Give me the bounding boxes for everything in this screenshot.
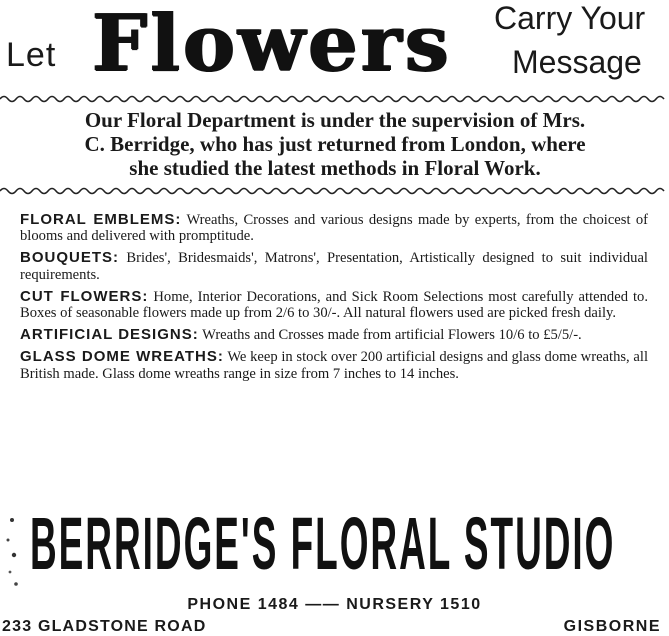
section-artificial-designs [20,327,648,343]
section-text: Wreaths and Crosses made from artificial Flowers 10/6 to £5/5/-. [202,327,582,344]
let-word: Let [6,36,57,74]
section-text: Home, Interior Decorations, and Sick Room Selections most carefully attended to. Boxes of seasonable flowers made up from 2/6 to 30/-. All natural flowers used are picked fresh daily. [20,288,648,322]
phone-number: PHONE 1484 [187,596,300,613]
dash-separator: —— [305,596,341,613]
section-text: Wreaths, Crosses and various designs made by experts, from the choicest of blooms and delivered with promptitude. [20,212,648,245]
supervision-line-3: she studied the latest methods in Floral Work. [129,156,541,180]
message-text: Message [512,44,642,80]
section-bouquets [20,250,648,282]
studio-name: BERRIDGE'S FLORAL STUDIO [30,501,616,585]
supervision-line-1: Our Floral Department is under the supervision of Mrs. [84,108,586,132]
section-cut-flowers [20,289,648,321]
street-address: 233 GLADSTONE ROAD [2,618,207,635]
section-heading: GLASS DOME WREATHS: [20,348,224,366]
flowers-headline: Flowers [92,0,452,89]
supervision-line-2: C. Berridge, who has just returned from London, where [84,132,586,156]
town-name: GISBORNE [563,618,661,635]
section-text: We keep in stock over 200 artificial designs and glass dome wreaths, all British made. Glass dome wreaths range in size from 7 inches to 14 inches. [20,349,648,382]
section-glass-dome-wreaths [20,349,648,381]
section-text: Brides', Bridesmaids', Matrons', Presentation, Artistically designed to suit individual requirements. [20,250,648,283]
carry-your-text: Carry Your [494,0,646,36]
wavy-divider-bottom [0,186,669,196]
nursery-number: NURSERY 1510 [346,596,482,613]
supervision-notice [10,108,660,180]
section-heading: BOUQUETS: [20,249,119,267]
section-heading: FLORAL EMBLEMS: [20,211,182,228]
contact-line [0,596,669,614]
section-heading: CUT FLOWERS: [20,287,149,305]
section-floral-emblems [20,212,648,244]
service-descriptions [20,212,648,388]
wavy-divider-top [0,94,669,104]
section-heading: ARTIFICIAL DESIGNS: [20,326,199,344]
